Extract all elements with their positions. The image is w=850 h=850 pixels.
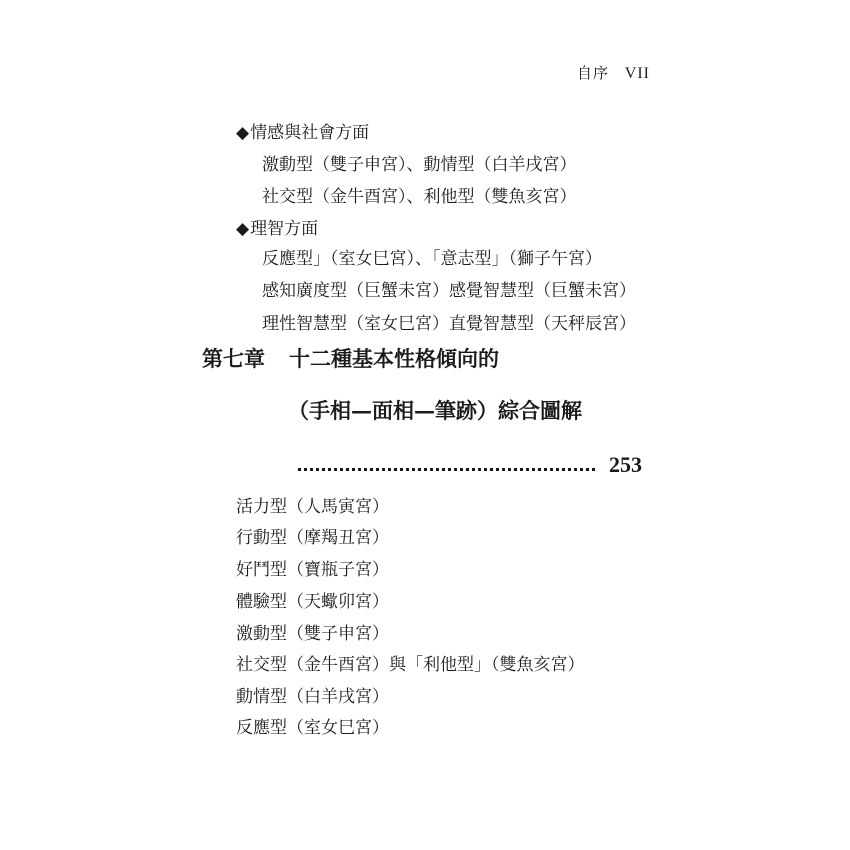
- sub-entry: 激動型（雙子申宮）、動情型（白羊戌宮）: [262, 155, 577, 175]
- header-page-number: VII: [624, 65, 650, 82]
- running-header: [577, 62, 650, 83]
- sub-entry: 理性智慧型（室女巳宮）直覺智慧型（天秤辰宮）: [262, 314, 636, 334]
- list-item: 行動型（摩羯丑宮）: [236, 528, 389, 548]
- toc-leader-row: [298, 451, 642, 479]
- diamond-bullet-icon: ◆: [236, 123, 250, 143]
- list-item: 好鬥型（寶瓶子宮）: [236, 560, 389, 580]
- chapter-page-number: 253: [609, 452, 642, 477]
- chapter-title-line-2: （手相—面相—筆跡）綜合圖解: [288, 398, 582, 423]
- list-item: 活力型（人馬寅宮）: [236, 497, 389, 517]
- section-title: 情感與社會方面: [250, 123, 370, 143]
- list-item: 激動型（雙子申宮）: [236, 624, 389, 644]
- dot-leader: [298, 468, 595, 471]
- chapter-title-line-1: 十二種基本性格傾向的: [289, 346, 499, 371]
- section-heading-emotion-society: [236, 122, 369, 144]
- section-title: 理智方面: [250, 219, 319, 239]
- sub-entry: 反應型」（室女巳宮）、「意志型」（獅子午宮）: [262, 249, 602, 269]
- header-section-title: 自序: [576, 64, 609, 82]
- list-item: 反應型（室女巳宮）: [236, 718, 389, 738]
- chapter-heading: [202, 345, 499, 373]
- section-heading-intellect: [236, 218, 318, 240]
- chapter-number: 第七章: [202, 346, 265, 371]
- list-item: 體驗型（天蠍卯宮）: [236, 592, 389, 612]
- sub-entry: 社交型（金牛酉宮）、利他型（雙魚亥宮）: [262, 187, 577, 207]
- sub-entry: 感知廣度型（巨蟹未宮）感覺智慧型（巨蟹未宮）: [262, 281, 636, 301]
- diamond-bullet-icon: ◆: [236, 219, 250, 239]
- list-item: 動情型（白羊戌宮）: [236, 687, 389, 707]
- list-item: 社交型（金牛酉宮）與「利他型」（雙魚亥宮）: [236, 655, 585, 675]
